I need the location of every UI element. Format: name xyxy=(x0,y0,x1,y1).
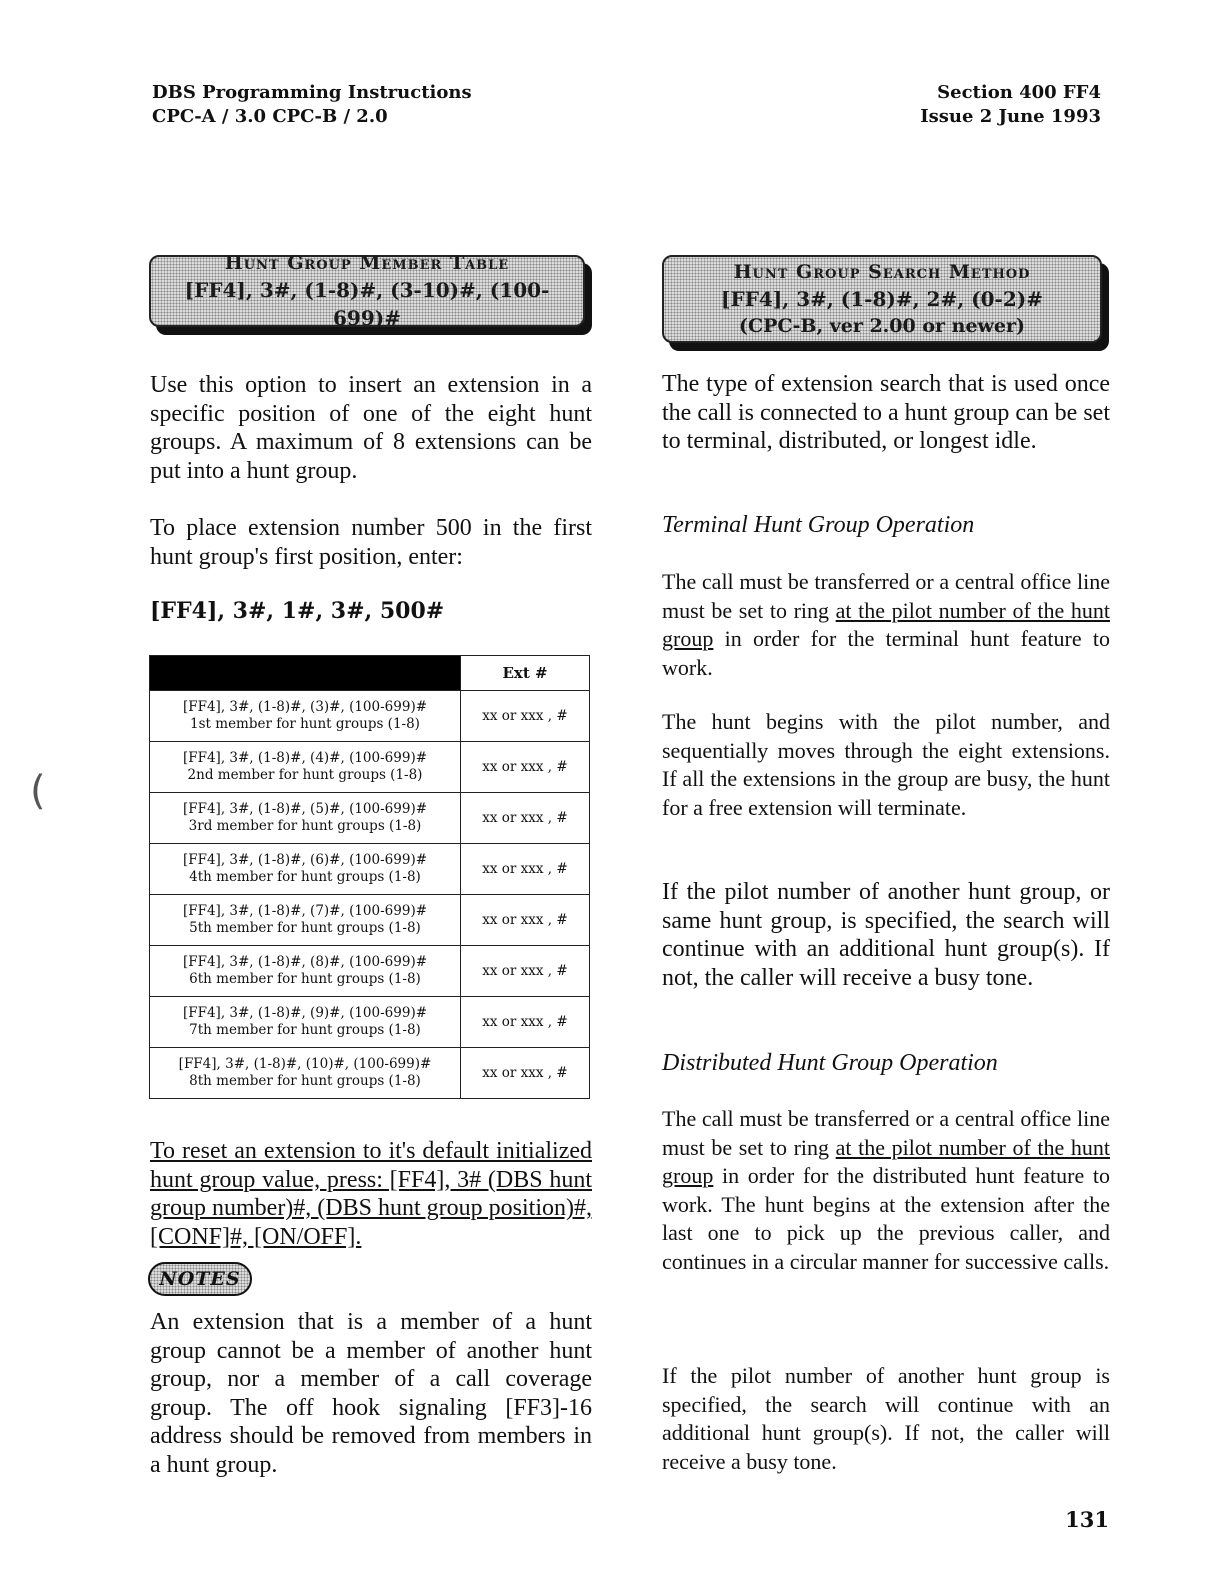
table-row xyxy=(150,691,590,742)
distributed-p1-before: The call must be transferred or a central office line must be set to ring xyxy=(662,1106,1110,1160)
row-desc: 6th member for hunt groups (1-8) xyxy=(189,971,421,987)
row-desc: 8th member for hunt groups (1-8) xyxy=(189,1073,421,1089)
distributed-p1-after: in order for the distributed hunt feature to work. The hunt begins at the extension after the last one to pick up the previous caller, and continues in a circular manner for successive calls. xyxy=(662,1163,1110,1274)
left-intro: Use this option to insert an extension in a specific position of one of the eight hunt groups. A maximum of 8 extensions can be put into a hunt group. xyxy=(150,372,592,484)
row-value: xx or xxx , # xyxy=(461,793,590,844)
row-value: xx or xxx , # xyxy=(461,742,590,793)
search-method-version-note: (CPC-B, ver 2.00 or newer) xyxy=(739,315,1025,337)
header-right xyxy=(920,81,1101,129)
distributed-p2: If the pilot number of another hunt group is specified, the search will continue with an additional hunt group(s). If not, the caller will receive a busy tone. xyxy=(662,1363,1110,1474)
row-cmd: [FF4], 3#, (1-8)#, (3)#, (100-699)# xyxy=(182,699,428,715)
search-method-intro: The type of extension search that is used once the call is connected to a hunt group can be set to terminal, distributed, or longest idle. xyxy=(662,371,1110,454)
member-table xyxy=(149,655,590,1099)
example-text: To place extension number 500 in the first hunt group's first position, enter: xyxy=(150,515,592,570)
search-method-code: [FF4], 3#, (1-8)#, 2#, (0-2)# xyxy=(721,287,1043,311)
row-value: xx or xxx , # xyxy=(461,1048,590,1099)
page-number: 131 xyxy=(1065,1507,1109,1532)
terminal-p1-pilot-link: at the pilot number of the hunt group xyxy=(662,597,1110,651)
table-header-row xyxy=(150,656,590,691)
terminal-p1-before: The call must be transferred or a central office line must be set to ring xyxy=(662,569,1110,623)
table-cmd-cell xyxy=(150,1048,461,1099)
binder-hole-mark: ( xyxy=(30,768,46,814)
row-cmd: [FF4], 3#, (1-8)#, (8)#, (100-699)# xyxy=(182,954,428,970)
section-label: Section 400 FF4 xyxy=(937,82,1101,103)
row-desc: 3rd member for hunt groups (1-8) xyxy=(188,818,422,834)
member-table-title-box xyxy=(149,252,585,330)
member-table-code: [FF4], 3#, (1-8)#, (3-10)#, (100-699)# xyxy=(184,278,550,330)
table-row xyxy=(150,742,590,793)
table-cmd-cell xyxy=(150,997,461,1048)
row-value: xx or xxx , # xyxy=(461,895,590,946)
terminal-p1 xyxy=(662,568,1110,682)
terminal-heading: Terminal Hunt Group Operation xyxy=(662,512,975,538)
distributed-heading: Distributed Hunt Group Operation xyxy=(662,1050,998,1076)
row-value: xx or xxx , # xyxy=(461,997,590,1048)
table-cmd-cell xyxy=(150,844,461,895)
row-desc: 2nd member for hunt groups (1-8) xyxy=(187,767,423,783)
row-value: xx or xxx , # xyxy=(461,691,590,742)
ext-column-header: Ext # xyxy=(461,656,590,691)
issue-date: Issue 2 June 1993 xyxy=(920,106,1101,127)
header-left xyxy=(152,81,472,129)
row-cmd: [FF4], 3#, (1-8)#, (4)#, (100-699)# xyxy=(182,750,428,766)
distributed-p1 xyxy=(662,1105,1110,1276)
table-cmd-cell xyxy=(150,691,461,742)
example-command: [FF4], 3#, 1#, 3#, 500# xyxy=(150,598,445,624)
terminal-p1-after: in order for the terminal hunt feature to work. xyxy=(662,626,1110,680)
notes-text: An extension that is a member of a hunt group cannot be a member of another hunt group, nor a member of a call coverage group. The off hook signaling [FF3]-16 address should be removed from members in a hunt group. xyxy=(150,1309,592,1478)
search-method-title: Hunt Group Search Method xyxy=(733,261,1031,283)
row-value: xx or xxx , # xyxy=(461,946,590,997)
table-cmd-cell xyxy=(150,946,461,997)
table-row xyxy=(150,844,590,895)
reset-instructions: To reset an extension to it's default initialized hunt group value, press: [FF4], 3# (DBS hunt group number)#, (DBS hunt group position)#, [CONF]#, [ON/OFF]. xyxy=(150,1138,592,1250)
terminal-p3: If the pilot number of another hunt group, or same hunt group, is specified, the search will continue with an additional hunt group(s). If not, the caller will receive a busy tone. xyxy=(662,879,1110,991)
table-row xyxy=(150,946,590,997)
row-cmd: [FF4], 3#, (1-8)#, (10)#, (100-699)# xyxy=(178,1056,432,1072)
row-desc: 7th member for hunt groups (1-8) xyxy=(189,1022,421,1038)
distributed-p1-pilot-link: at the pilot number of the hunt group xyxy=(662,1134,1110,1188)
doc-version: CPC-A / 3.0 CPC-B / 2.0 xyxy=(152,106,388,127)
row-cmd: [FF4], 3#, (1-8)#, (9)#, (100-699)# xyxy=(182,1005,428,1021)
row-desc: 4th member for hunt groups (1-8) xyxy=(189,869,421,885)
terminal-p2: The hunt begins with the pilot number, and sequentially moves through the eight extensions. If all the extensions in the group are busy, the hunt for a free extension will terminate. xyxy=(662,709,1110,820)
table-cmd-cell xyxy=(150,895,461,946)
row-cmd: [FF4], 3#, (1-8)#, (5)#, (100-699)# xyxy=(182,801,428,817)
row-desc: 5th member for hunt groups (1-8) xyxy=(189,920,421,936)
table-row xyxy=(150,997,590,1048)
row-cmd: [FF4], 3#, (1-8)#, (6)#, (100-699)# xyxy=(182,852,428,868)
table-header-blank xyxy=(150,656,461,691)
search-method-title-box xyxy=(662,255,1102,343)
row-desc: 1st member for hunt groups (1-8) xyxy=(190,716,420,732)
table-row xyxy=(150,793,590,844)
row-cmd: [FF4], 3#, (1-8)#, (7)#, (100-699)# xyxy=(182,903,428,919)
notes-badge: NOTES xyxy=(148,1262,252,1296)
table-cmd-cell xyxy=(150,793,461,844)
table-cmd-cell xyxy=(150,742,461,793)
doc-title: DBS Programming Instructions xyxy=(152,82,472,103)
row-value: xx or xxx , # xyxy=(461,844,590,895)
table-row xyxy=(150,895,590,946)
member-table-title: Hunt Group Member Table xyxy=(224,252,510,274)
table-row xyxy=(150,1048,590,1099)
